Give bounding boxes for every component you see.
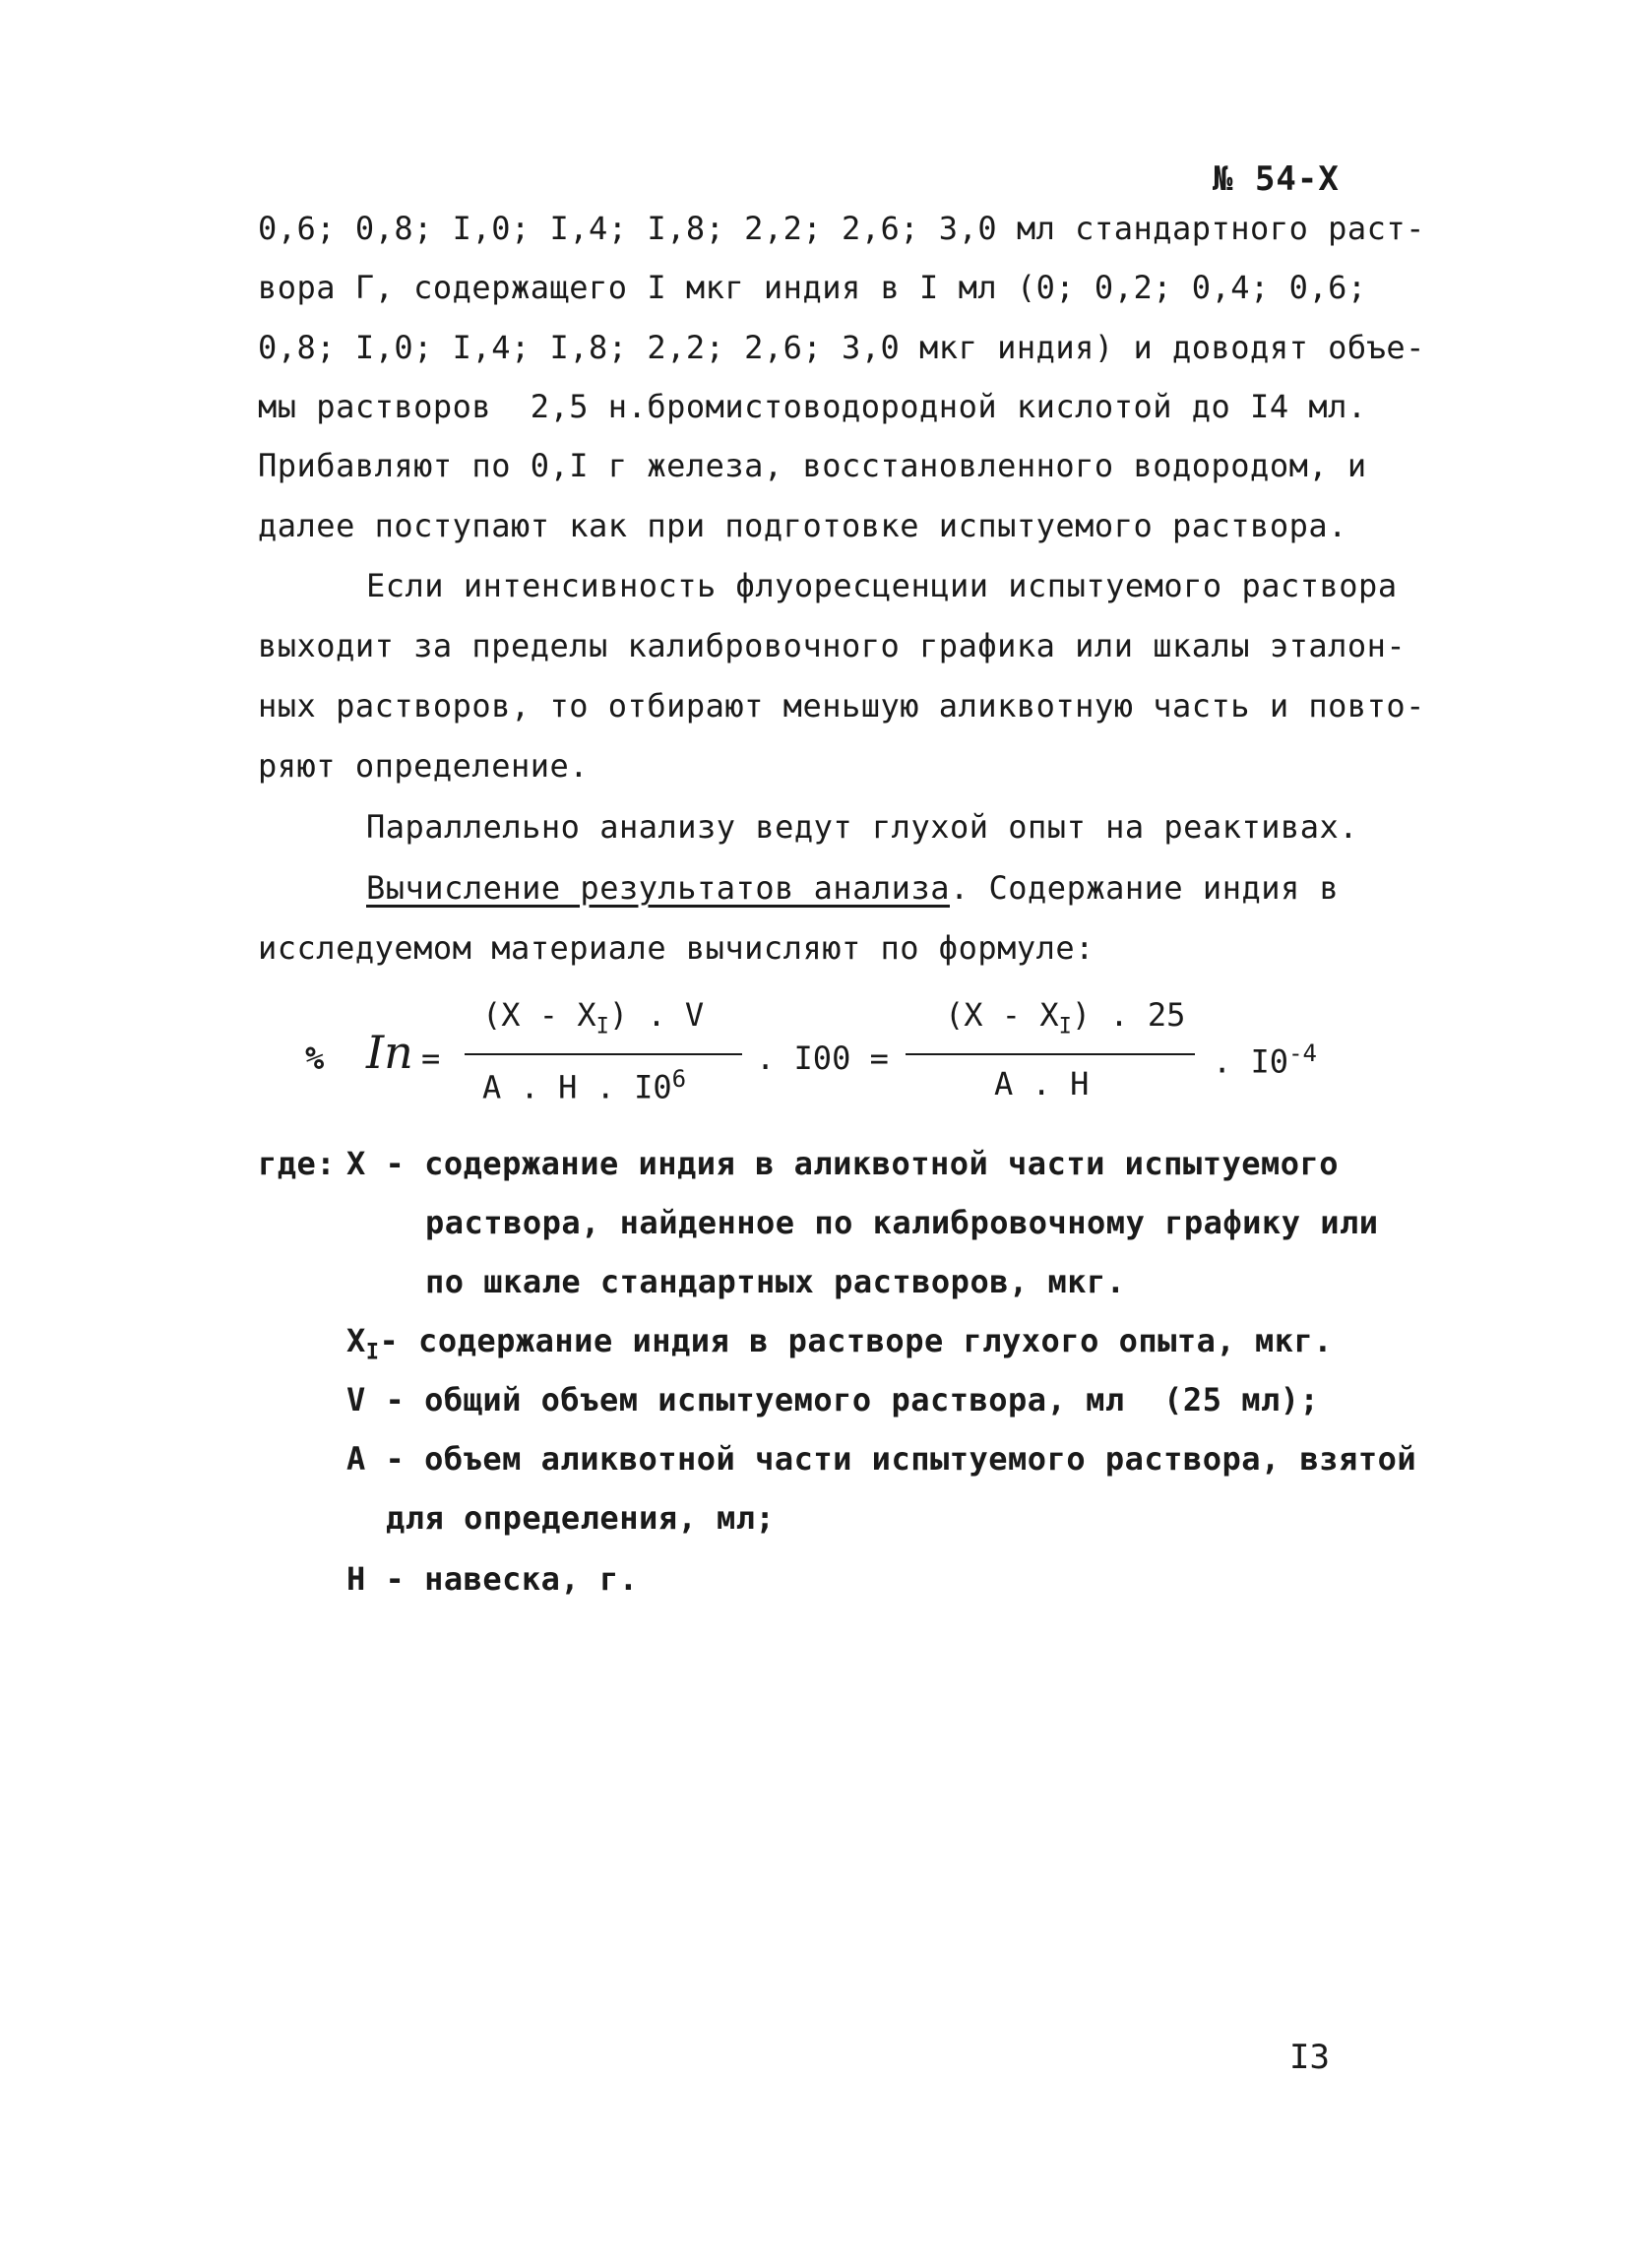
def-v-line: V - общий объем испытуемого раствора, мл (25 мл); [346,1381,1320,1418]
text-line-1: 0,6; 0,8; I,0; I,4; I,8; 2,2; 2,6; 3,0 мл стандартного раст- [258,210,1425,247]
text-line-9: ных растворов, то отбирают меньшую аликвотную часть и повто- [258,687,1425,724]
text-line-2: вора Г, содержащего I мкг индия в I мл (0; 0,2; 0,4; 0,6; [258,269,1367,306]
formula-symbol: In [366,1026,413,1079]
text-line-10: ряют определение. [258,747,590,785]
text-line-11: Параллельно анализу ведут глухой опыт на реактивах. [366,808,1359,846]
section-heading: Вычисление результатов анализа [366,869,950,907]
text-line-13: исследуемом материале вычисляют по формуле: [258,929,1095,967]
fraction-bar-2 [906,1053,1195,1055]
def-x-line-2: раствора, найденное по калибровочному графику или [425,1204,1379,1241]
def-x1-line: $X_I-$ содержание индия в растворе глухого опыта, мкг. [346,1322,1334,1365]
def-h-line: H - навеска, г. [346,1560,639,1598]
text-line-4: мы растворов 2,5 н.бромистоводородной кислотой до I4 мл. [258,388,1367,425]
document-number: № 54-Х [1213,159,1340,199]
where-label: где: [258,1145,337,1182]
formula-eq1: = [421,1040,441,1077]
text-line-6: далее поступают как при подготовке испытуемого раствора. [258,507,1347,544]
text-line-3: 0,8; I,0; I,4; I,8; 2,2; 2,6; 3,0 мкг индия) и доводят объе- [258,329,1425,366]
def-x-line-1: X - содержание индия в аликвотной части испытуемого [346,1145,1340,1182]
formula-num2: $(X - X_I)$ . 25 [945,996,1186,1040]
def-x-line-3: по шкале стандартных растворов, мкг. [425,1263,1126,1300]
formula-percent: % [305,1040,325,1077]
page-number: I3 [1289,2038,1330,2077]
def-a-line-2: для определения, мл; [386,1499,776,1537]
formula-mult2: . $I0^{-4}$ [1213,1040,1317,1081]
fraction-bar-1 [465,1053,742,1055]
text-line-7: Если интенсивность флуоресценции испытуемого раствора [366,567,1398,604]
indium-formula [305,994,1388,1132]
section-heading-tail: . Содержание индия в [949,869,1340,907]
text-line-8: выходит за пределы калибровочного графика или шкалы эталон- [258,627,1407,664]
formula-den2: A . H [994,1065,1090,1102]
formula-mult1: . I00 = [756,1040,889,1077]
text-line-12 [366,868,1339,908]
text-line-5: Прибавляют по 0,I г железа, восстановленного водородом, и [258,447,1367,484]
formula-num1: $(X - X_I)$ . V [482,996,705,1040]
def-a-line-1: A - объем аликвотной части испытуемого раствора, взятой [346,1440,1417,1478]
formula-den1: A . H . $I0^6$ [482,1065,687,1106]
